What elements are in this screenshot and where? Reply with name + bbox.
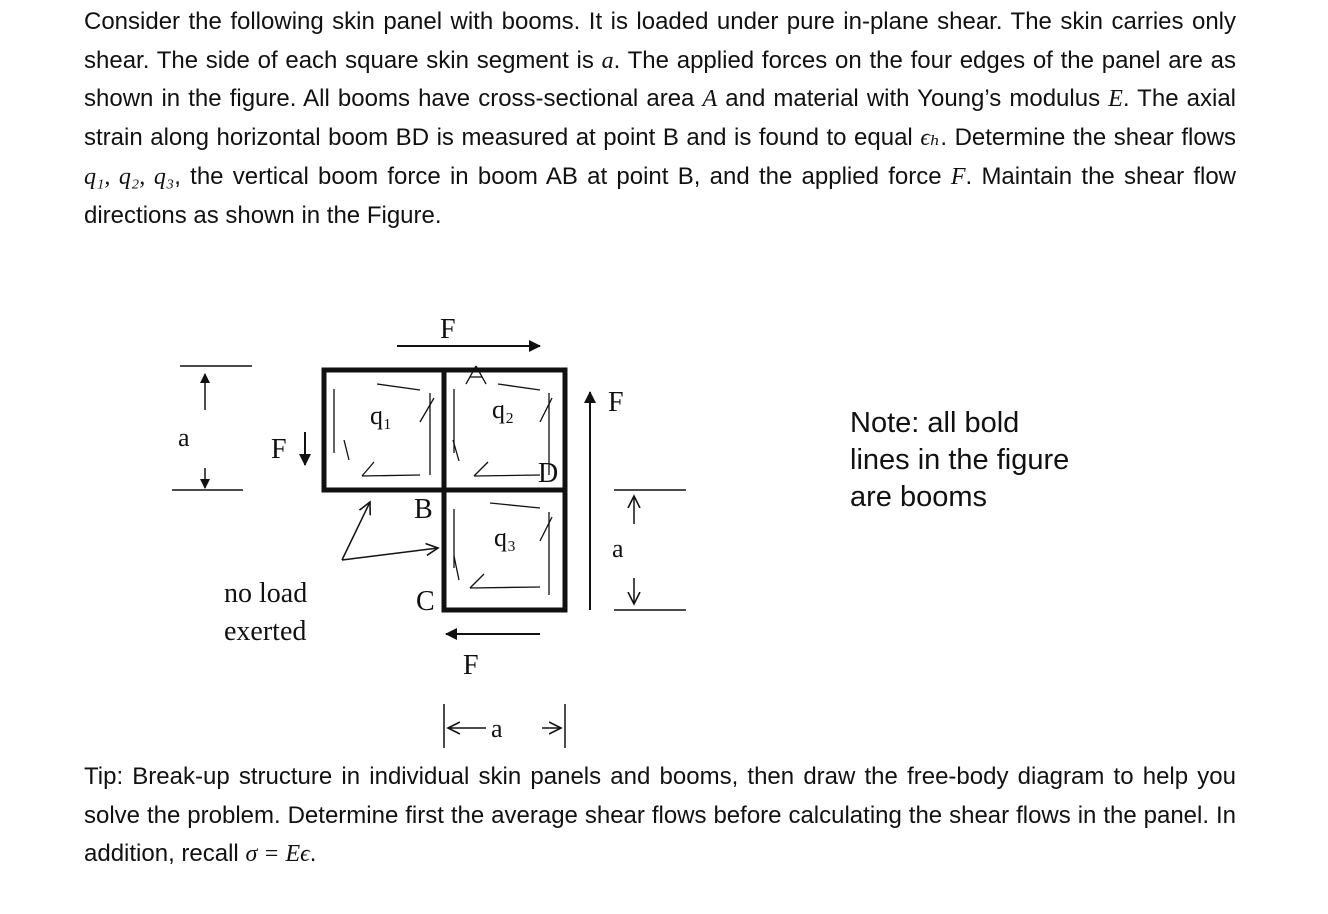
boom-panel-1 [324, 370, 444, 490]
force-right-label: F [608, 387, 624, 418]
math-area: A [702, 86, 718, 113]
booms [324, 370, 565, 610]
tip-equation: σ = Eϵ [245, 841, 310, 868]
shear-flow-arrows-panel-1 [334, 384, 434, 476]
problem-text-1: Consider the following skin panel with booms. It is loaded under pure in-plane shear. The skin carries only shear. The side of each square skin segment is [84, 8, 1236, 74]
problem-text-5: . Determine the shear flows [940, 124, 1237, 152]
no-load-line-1: no load [224, 578, 308, 609]
math-a: a [601, 47, 614, 74]
tip-end: . [309, 840, 317, 868]
q2-label: q₂ [492, 395, 515, 424]
point-d-label: D [538, 458, 559, 489]
tip-paragraph [84, 758, 1236, 874]
dim-bottom-label: a [491, 714, 503, 743]
point-b-label: B [414, 494, 433, 525]
note-line-1: Note: all bold [850, 407, 1020, 439]
dimension-right [614, 490, 686, 610]
math-strain: ϵₕ [920, 125, 941, 152]
problem-text-6: , the vertical boom force in boom AB at point B, and the applied force [174, 162, 951, 190]
force-top-label: F [440, 314, 456, 345]
force-bottom-label: F [463, 650, 479, 681]
point-c-label: C [416, 586, 435, 617]
problem-text-4: . The axial strain along horizontal boom BD is measured at point B and is found to equal [84, 85, 1236, 152]
problem-text-7: . Maintain the shear flow directions as shown in the Figure. [84, 162, 1237, 229]
note-line-2: lines in the figure [850, 444, 1070, 476]
math-shear-flows: q₁, q₂, q₃ [84, 163, 175, 190]
tip-text: Tip: Break-up structure in individual skin panels and booms, then draw the free-body diagram to help you solve the problem. Determine first the average shear flows before calculating the shear flows in the panel. In addition, recall [84, 763, 1236, 868]
no-load-line-2: exerted [224, 616, 307, 647]
force-left-label: F [271, 434, 287, 465]
dim-right-label: a [612, 534, 624, 563]
dim-left-label: a [178, 423, 190, 452]
booms-note [850, 405, 1170, 516]
note-line-3: are booms [850, 481, 988, 513]
q1-label: q₁ [370, 401, 393, 430]
problem-text-2: . The applied forces on the four edges of the panel are as shown in the figure. All booms have cross-sectional area [84, 46, 1236, 113]
problem-text-3: and material with Young’s modulus [717, 85, 1109, 113]
math-force: F [950, 163, 966, 190]
q3-label: q₃ [494, 523, 517, 552]
dimension-bottom [444, 704, 565, 748]
math-modulus: E [1108, 86, 1123, 113]
